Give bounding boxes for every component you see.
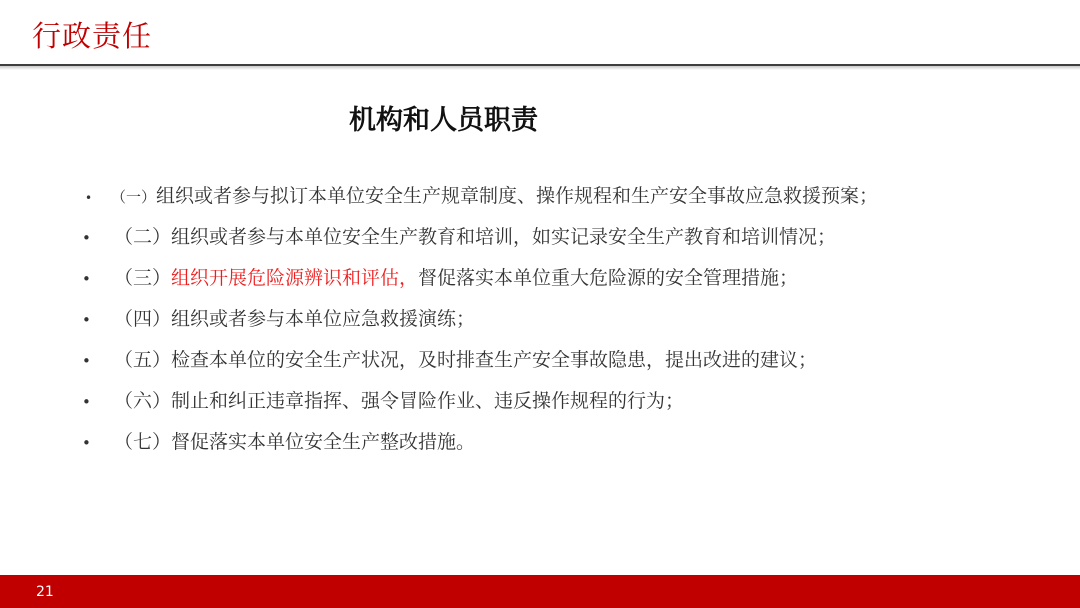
- bullet-icon: •: [85, 191, 93, 205]
- header-divider-shadow: [0, 66, 1080, 70]
- item-number: （一）: [111, 188, 157, 206]
- list-item: [82, 299, 1042, 340]
- page-number: 21: [36, 584, 54, 600]
- item-text: 制止和纠正违章指挥、强令冒险作业、违反操作规程的行为；: [171, 390, 685, 412]
- item-number: （六）: [114, 390, 172, 412]
- item-highlight-text: 组织开展危险源辨识和评估，: [171, 267, 419, 289]
- slide-title: 行政责任: [32, 19, 153, 53]
- bullet-icon: •: [82, 229, 91, 247]
- bullet-icon: •: [82, 311, 91, 329]
- item-number: （四）: [114, 308, 172, 330]
- section-heading: 机构和人员职责: [349, 105, 538, 136]
- item-text: 督促落实本单位重大危险源的安全管理措施；: [418, 267, 799, 289]
- item-text: 督促落实本单位安全生产整改措施。: [171, 431, 476, 453]
- item-text: 组织或者参与本单位应急救援演练；: [171, 308, 476, 330]
- bullet-icon: •: [82, 393, 91, 411]
- item-text: 组织或者参与拟订本单位安全生产规章制度、操作规程和生产安全事故应急救援预案；: [156, 185, 879, 207]
- list-item: [82, 217, 1042, 258]
- item-number: （二）: [114, 226, 172, 248]
- item-number: （三）: [114, 267, 172, 289]
- bullet-icon: •: [82, 352, 91, 370]
- item-text: 组织或者参与本单位安全生产教育和培训，如实记录安全生产教育和培训情况；: [171, 226, 837, 248]
- list-item: [82, 381, 1042, 422]
- list-item: [82, 258, 1042, 299]
- item-number: （七）: [114, 431, 172, 453]
- bullet-icon: •: [82, 270, 91, 288]
- list-item: [82, 176, 1042, 217]
- bullet-icon: •: [82, 434, 91, 452]
- list-item: [82, 422, 1042, 463]
- list-item: [82, 340, 1042, 381]
- item-number: （五）: [114, 349, 172, 371]
- item-text: 检查本单位的安全生产状况，及时排查生产安全事故隐患，提出改进的建议；: [171, 349, 818, 371]
- footer-bar: [0, 575, 1080, 608]
- duty-list: [82, 176, 1042, 463]
